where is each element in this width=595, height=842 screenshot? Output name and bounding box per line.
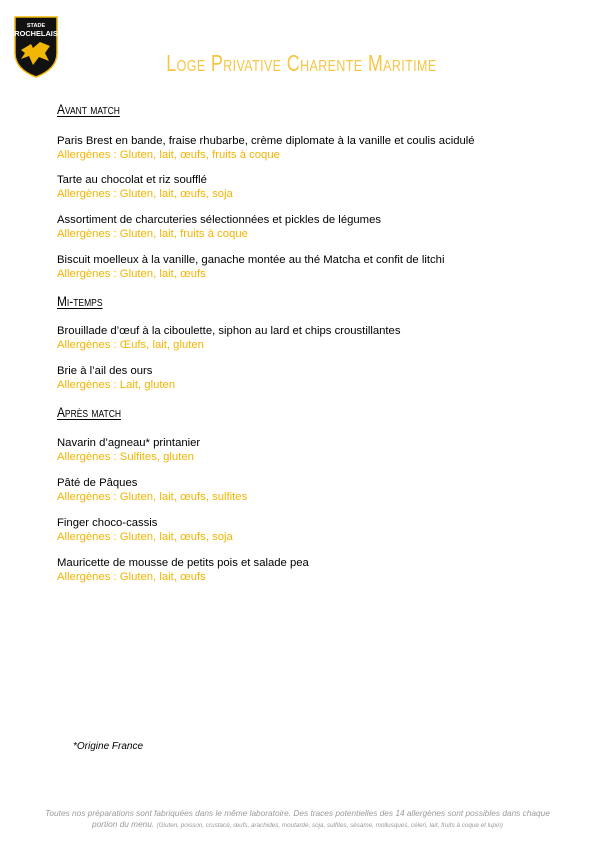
section-heading-apres-match: Après match [57, 404, 121, 420]
page-title: Loge Privative Charente Maritime [166, 50, 437, 76]
menu-item [57, 324, 527, 352]
origin-footnote: *Origine France [73, 741, 144, 752]
disclaimer-main-text: Toutes nos préparations sont fabriquées dans le même laboratoire. Des traces potentielles des 14 allergènes sont possibles dans chaque portion du menu. [45, 808, 550, 829]
menu-item [57, 134, 527, 162]
dish-name: Brie à l’ail des ours [57, 365, 153, 377]
logo-top-text: STADE [26, 23, 46, 29]
menu-item [57, 173, 527, 201]
dish-allergens: Allergènes : Gluten, lait, œufs, fruits à coque [57, 149, 280, 161]
menu-item [57, 436, 527, 464]
disclaimer-allergen-list: (Gluten, poisson, crustacé, œufs, arachides, moutarde, soja, sulfites, sésame, mollusques, céleri, lait, fruits à coque et lupin) [156, 822, 504, 829]
dish-allergens: Allergènes : Lait, gluten [57, 379, 176, 391]
dish-name: Biscuit moelleux à la vanille, ganache montée au thé Matcha et confit de litchi [57, 254, 445, 266]
dish-name: Finger choco-cassis [57, 517, 158, 529]
dish-name: Paris Brest en bande, fraise rhubarbe, crème diplomate à la vanille et coulis acidulé [57, 135, 475, 147]
dish-allergens: Allergènes : Gluten, lait, fruits à coque [57, 228, 248, 240]
menu-item [57, 253, 527, 281]
dish-allergens: Allergènes : Œufs, lait, gluten [57, 339, 204, 351]
dish-allergens: Allergènes : Gluten, lait, œufs, soja [57, 531, 233, 543]
dish-allergens: Allergènes : Gluten, lait, œufs [57, 571, 206, 583]
menu-item [57, 516, 527, 544]
menu-item [57, 476, 527, 504]
section-heading-avant-match: Avant match [57, 101, 120, 117]
logo-main-text: ROCHELAIS [14, 29, 58, 38]
dish-allergens: Allergènes : Gluten, lait, œufs, sulfites [57, 491, 248, 503]
dish-name: Brouillade d’œuf à la ciboulette, siphon au lard et chips croustillantes [57, 325, 401, 337]
menu-item [57, 556, 527, 584]
dish-name: Pâté de Pâques [57, 477, 138, 489]
dish-name: Tarte au chocolat et riz soufflé [57, 174, 207, 186]
menu-item [57, 364, 527, 392]
section-heading-mi-temps: Mi-temps [57, 293, 103, 309]
dish-allergens: Allergènes : Gluten, lait, œufs, soja [57, 188, 233, 200]
allergen-disclaimer [40, 808, 555, 831]
dish-allergens: Allergènes : Gluten, lait, œufs [57, 268, 206, 280]
dish-name: Mauricette de mousse de petits pois et salade pea [57, 557, 309, 569]
stade-rochelais-logo [12, 15, 60, 79]
dish-allergens: Allergènes : Sulfites, gluten [57, 451, 194, 463]
dish-name: Navarin d’agneau* printanier [57, 437, 201, 449]
dish-name: Assortiment de charcuteries sélectionnées et pickles de légumes [57, 214, 382, 226]
menu-item [57, 213, 527, 241]
